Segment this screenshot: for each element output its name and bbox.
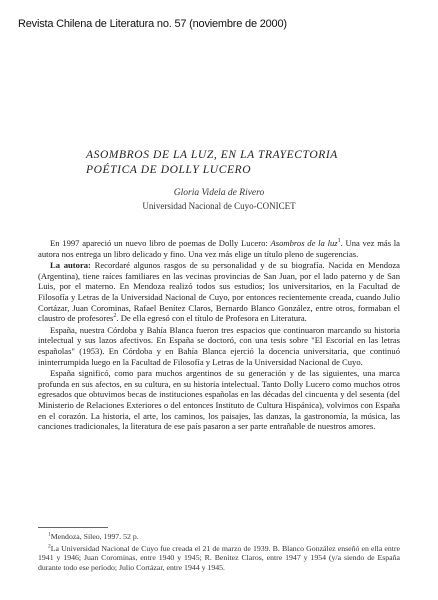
paragraph-4: España significó, como para muchos argentinos de su generación y de las siguientes, una marca profunda en sus afectos, en su cultura, en su historia intelectual. Tanto Dolly Lucero como muchos otros egresados que obtuvimos becas de instituciones españolas en las décadas del cincuenta y del sesenta (del Ministerio de Relaciones Exteriores o del entonces Instituto de Cultura Hispánica), volvimos con España en el corazón. La historia, el arte, los caminos, los paisajes, las danzas, la gastronomía, la música, las canciones tradicionales, la literatura de ese país pasaron a ser parte entrañable de nuestros amores. (38, 368, 400, 432)
paragraph-2 (38, 260, 400, 324)
paragraph-1-rest: . Una vez más la autora nos entrega un libro delicado y fino. Una vez más elige un título pleno de sugerencias. (38, 238, 400, 259)
footnote-1-text: Mendoza, Sileo, 1997. 52 p. (50, 532, 139, 541)
paragraph-3: España, nuestra Córdoba y Bahía Blanca fueron tres espacios que continuaron marcando su historia intelectual y sus lazos afectivos. En España se doctoró, con una tesis sobre "El Escorial en las letras españolas" (1953). En Córdoba y en Bahía Blanca ejerció la docencia universitaria, que continuó ininterrumpida luego en la Facultad de Filosofía y Letras de la Universidad Nacional de Cuyo. (38, 324, 400, 367)
footnote-2-marker: 2 (48, 543, 51, 549)
footnote-1 (38, 532, 400, 542)
footnote-ref-2: 2 (113, 313, 117, 320)
footnotes (38, 532, 400, 574)
footnote-2-text: La Universidad Nacional de Cuyo fue creada el 21 de marzo de 1939. B. Blanco González enseñó en ella entre 1941 y 1946; Juan Corominas, entre 1940 y 1945; R. Benítez Claros, entre 1947 y 1954 (y/a siendo de España durante todo ese período; Julio Cortázar, entre 1944 y 1945. (38, 543, 400, 572)
paragraph-2-text: Recordaré algunos rasgos de su personalidad y de su biografía. Nacida en Mendoza (Argentina), tiene raíces familiares en las vecinas provincias de San Juan, por el lado paterno y de San Luis, por el materno. En Mendoza realizó todos sus estudios; los universitarios, en la Facultad de Filosofía y Letras de la Universidad Nacional de Cuyo, por entonces recientemente creada, cuando Julio Cortázar, Juan Corominas, Rafael Benítez Claros, Bernardo Blanco González, entre otros, formaban el claustro de profesores (38, 260, 400, 324)
footnote-2 (38, 544, 400, 573)
paragraph-2-rest: . De ella egresó con el título de Profesora en Literatura. (116, 313, 307, 324)
footnote-divider (38, 527, 108, 528)
author-affiliation: Universidad Nacional de Cuyo-CONICET (142, 201, 296, 211)
footnote-ref-1: 1 (337, 238, 341, 245)
paragraph-1 (38, 238, 400, 259)
author-name: Gloria Videla de Rivero (173, 188, 265, 198)
book-title: Asombros de la luz (270, 238, 338, 248)
article-title: ASOMBROS DE LA LUZ, EN LA TRAYECTORIA POÉTICA DE DOLLY LUCERO (86, 149, 338, 176)
paragraph-1-text: En 1997 apareció un nuevo libro de poemas de Dolly Lucero: (50, 238, 271, 248)
footnote-1-marker: 1 (48, 531, 51, 538)
journal-header: Revista Chilena de Literatura no. 57 (noviembre de 2000) (18, 18, 287, 30)
section-label: La autora: (50, 260, 91, 271)
article-body (38, 238, 400, 433)
